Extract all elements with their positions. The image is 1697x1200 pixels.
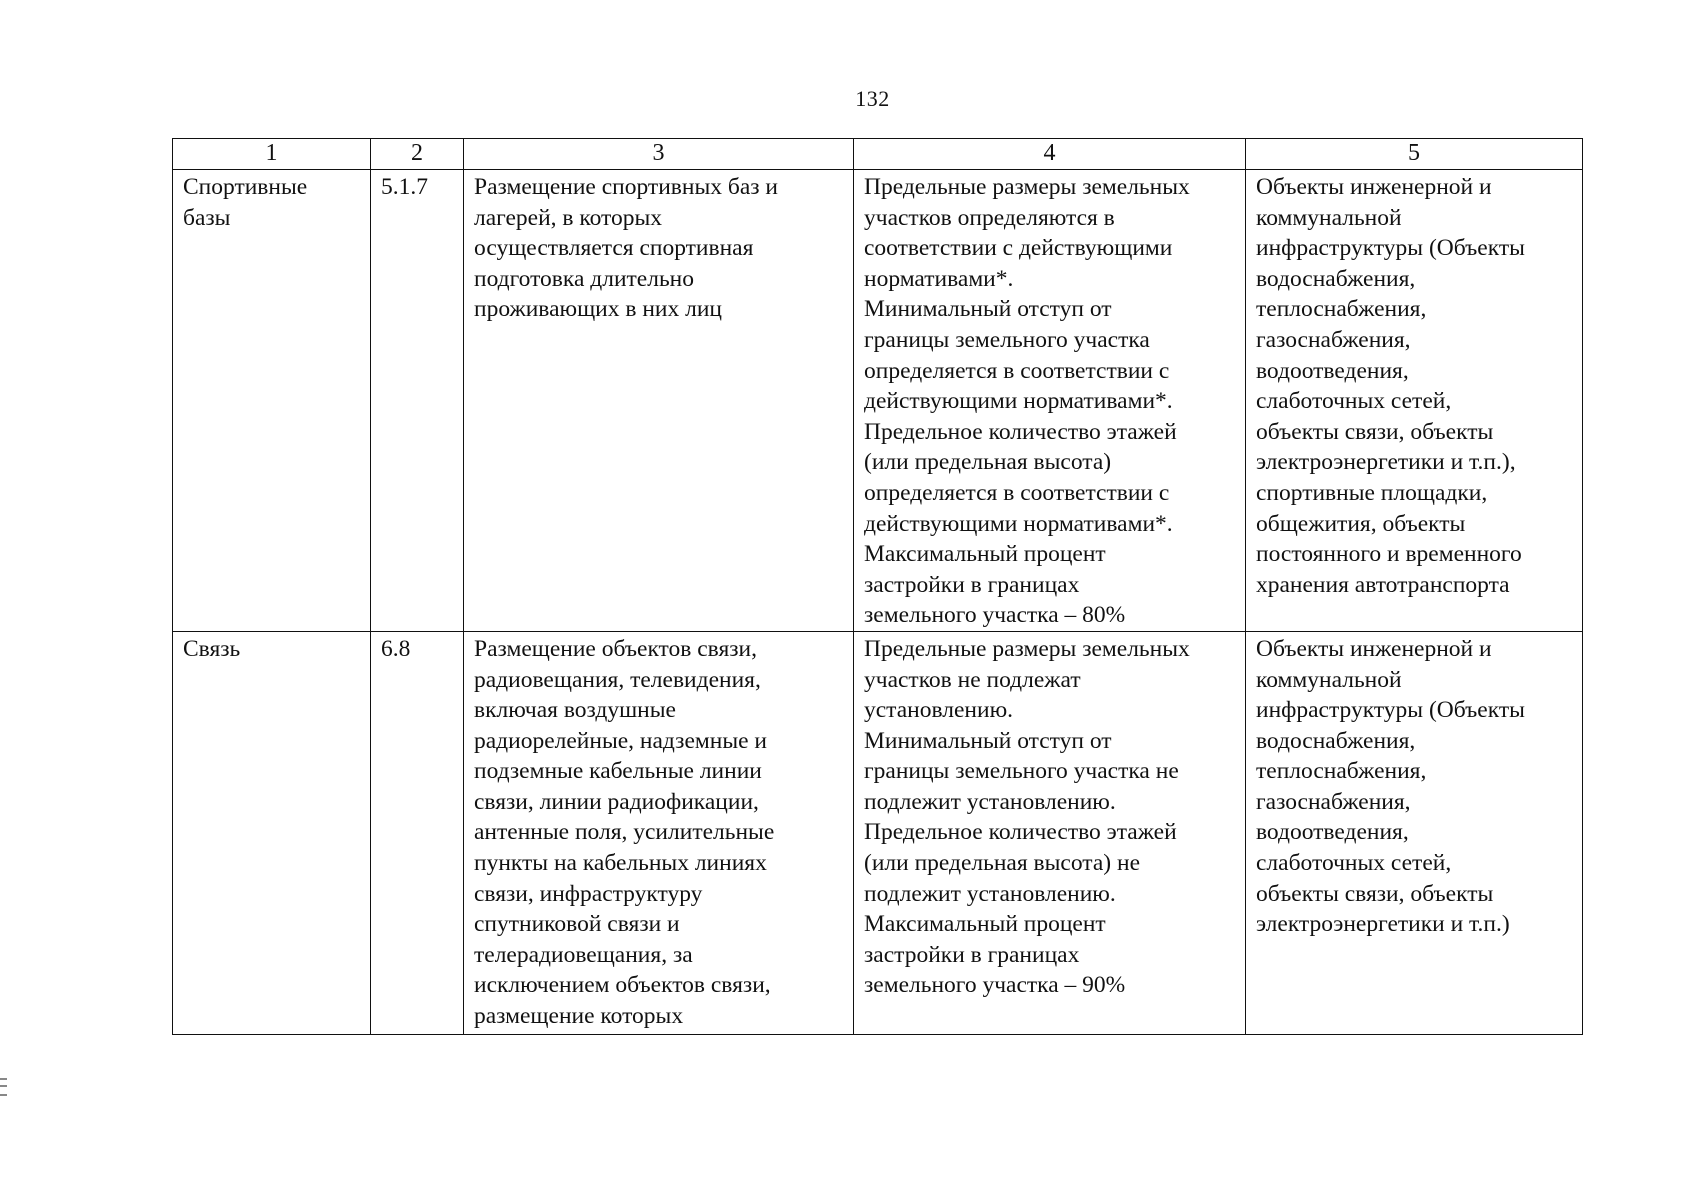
use-code: 6.8 (381, 635, 411, 662)
use-description-cell (464, 170, 854, 632)
scan-artifact-mark (0, 1078, 7, 1096)
use-description: Размещение объектов связи, радиовещания, телевидения, включая воздушные радиорелейные, надземные и подземные кабельные линии связи, линии радиофикации, антенные поля, усилительные пункты на кабельных линиях связи, инфраструктуру спутниковой связи и телерадиовещания, за исключением объектов связи, размещение которых (474, 635, 775, 1030)
use-parameters: Предельные размеры земельных участков не подлежат установлению. Минимальный отступ от границы земельного участка не подлежит установлению. Предельное количество этажей (или предельная высота) не подлежит установлению. Максимальный процент застройки в границах земельного участка – 90% (864, 635, 1190, 999)
use-code-cell (371, 170, 464, 632)
use-code-cell (371, 631, 464, 1034)
use-name-cell (173, 631, 371, 1034)
use-parameters-cell (854, 170, 1246, 632)
auxiliary-uses-cell (1246, 631, 1583, 1034)
land-use-table (172, 138, 1583, 1035)
use-parameters: Предельные размеры земельных участков определяются в соответствии с действующими нормативами*. Минимальный отступ от границы земельного участка определяется в соответствии с действующими нормативами*. Предельное количество этажей (или предельная высота) определяется в соответствии с действующими нормативами*. Максимальный процент застройки в границах земельного участка – 80% (864, 174, 1190, 629)
column-header-3: 3 (464, 139, 854, 170)
use-name: Связь (183, 635, 241, 662)
page-number: 132 (855, 86, 890, 111)
column-header-5: 5 (1246, 139, 1583, 170)
use-description-cell (464, 631, 854, 1034)
column-header-2: 2 (371, 139, 464, 170)
use-name: Спортивные базы (183, 174, 308, 231)
use-description: Размещение спортивных баз и лагерей, в которых осуществляется спортивная подготовка длительно проживающих в них лиц (474, 174, 778, 323)
auxiliary-uses-cell (1246, 170, 1583, 632)
column-header-4: 4 (854, 139, 1246, 170)
use-name-cell (173, 170, 371, 632)
use-parameters-cell (854, 631, 1246, 1034)
column-header-1: 1 (173, 139, 371, 170)
auxiliary-uses: Объекты инженерной и коммунальной инфраструктуры (Объекты водоснабжения, теплоснабжения, газоснабжения, водоотведения, слаботочных сетей, объекты связи, объекты электроэнергетики и т.п.), спортивные площадки, общежития, объекты постоянного и временного хранения автотранспорта (1256, 174, 1525, 598)
table-row (173, 631, 1583, 1034)
table-header-row (173, 139, 1583, 170)
use-code: 5.1.7 (381, 174, 428, 200)
auxiliary-uses: Объекты инженерной и коммунальной инфраструктуры (Объекты водоснабжения, теплоснабжения, газоснабжения, водоотведения, слаботочных сетей, объекты связи, объекты электроэнергетики и т.п.) (1256, 635, 1525, 938)
table-row (173, 170, 1583, 632)
